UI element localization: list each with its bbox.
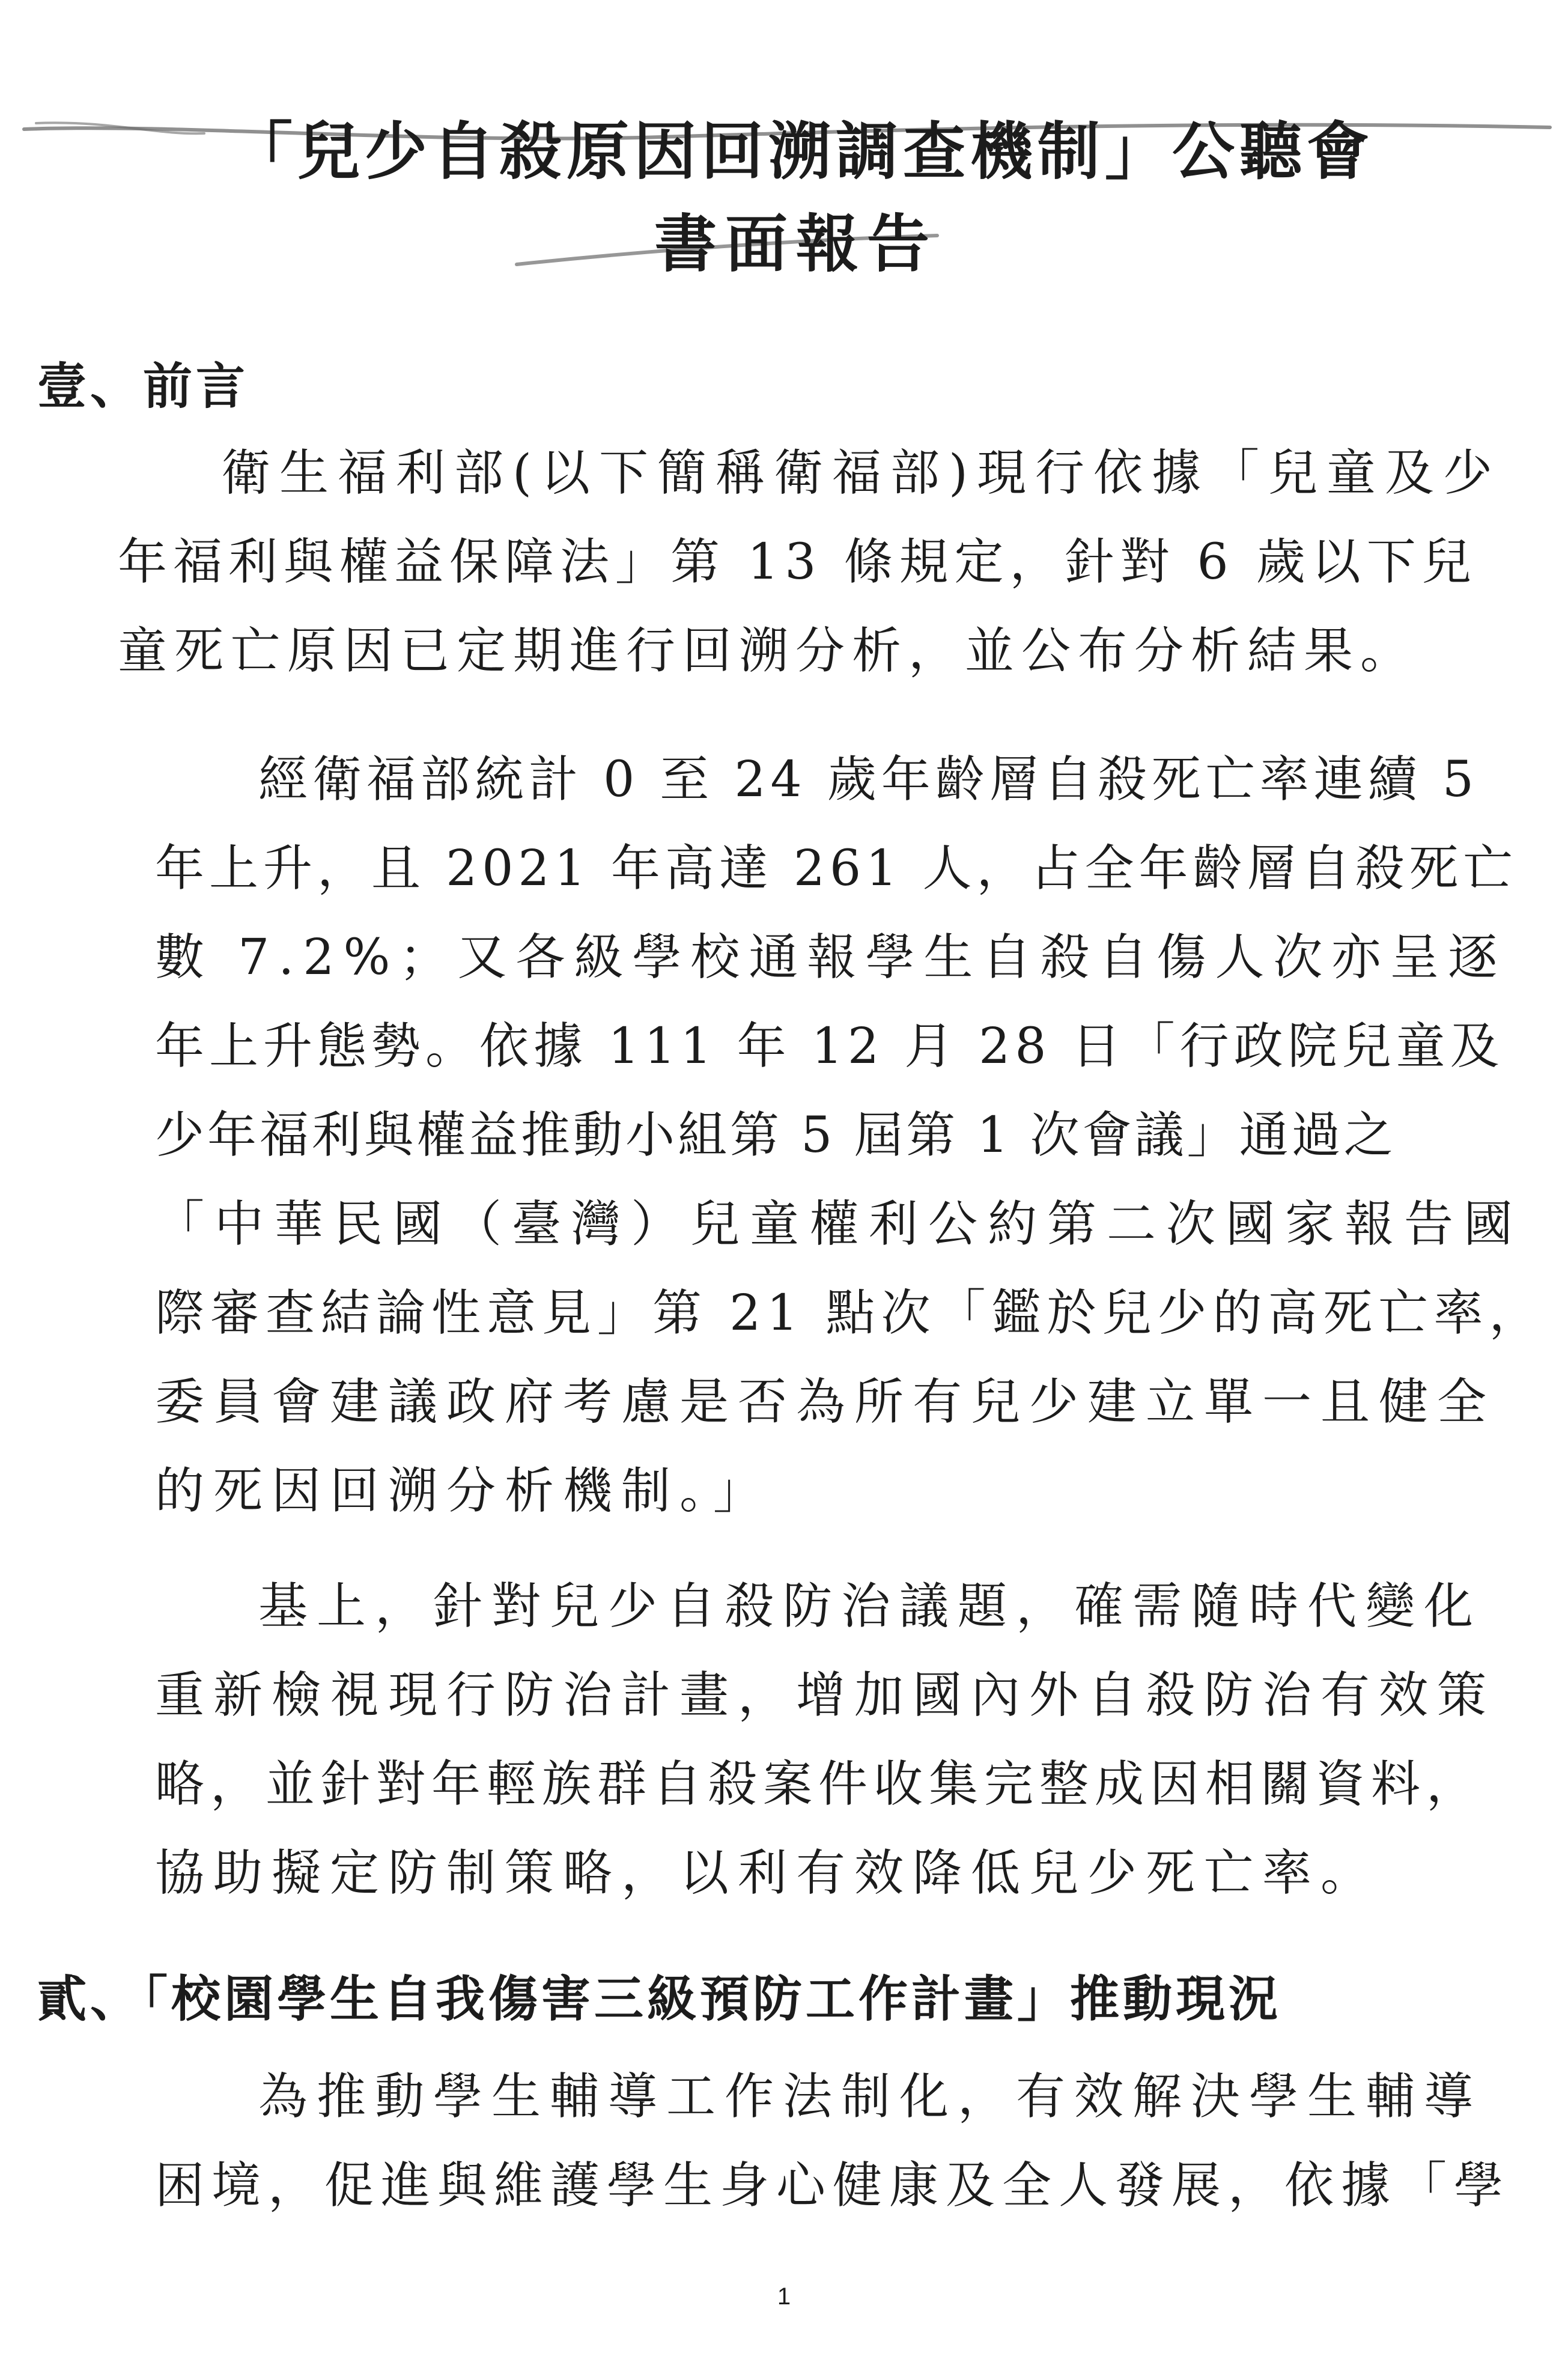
text-line: 基上，針對兒少自殺防治議題，確需隨時代變化 (258, 1578, 1483, 1635)
text-line: 際審查結論性意見」第 21 點次「鑑於兒少的高死亡率， (155, 1285, 1545, 1342)
text-line: 的死因回溯分析機制。」 (155, 1463, 772, 1520)
text-line: 協助擬定防制策略，以利有效降低兒少死亡率。 (155, 1845, 1379, 1902)
text-line: 重新檢視現行防治計畫，增加國內外自殺防治有效策 (155, 1667, 1496, 1724)
document-title: 「兒少自殺原因回溯調查機制」公聽會 (229, 114, 1374, 188)
section-heading-prevention-plan: 貳、「校園學生自我傷害三級預防工作計畫」推動現況 (37, 1970, 1282, 2028)
section-heading-intro: 壹、前言 (37, 358, 249, 415)
text-line: 困境，促進與維護學生身心健康及全人發展，依據「學 (155, 2157, 1511, 2214)
page-number: 1 (777, 2283, 791, 2310)
text-line: 年上升，且 2021 年高達 261 人，占全年齡層自殺死亡 (155, 840, 1518, 897)
text-line: 略，並針對年輕族群自殺案件收集完整成因相關資料， (155, 1756, 1482, 1813)
text-line: 衛生福利部(以下簡稱衛福部)現行依據「兒童及少 (221, 445, 1501, 502)
text-line: 年福利與權益保障法」第 13 條規定，針對 6 歲以下兒 (118, 534, 1477, 591)
text-line: 童死亡原因已定期進行回溯分析，並公布分析結果。 (118, 622, 1417, 680)
text-line: 數 7.2%；又各級學校通報學生自殺自傷人次亦呈逐 (155, 929, 1507, 986)
text-line: 為推動學生輔導工作法制化，有效解決學生輔導 (258, 2068, 1483, 2125)
document-subtitle: 書面報告 (654, 207, 938, 281)
text-line: 年上升態勢。依據 111 年 12 月 28 日「行政院兒童及 (155, 1018, 1504, 1075)
text-line: 委員會建議政府考慮是否為所有兒少建立單一且健全 (155, 1374, 1496, 1431)
text-line: 少年福利與權益推動小組第 5 屆第 1 次會議」通過之 (155, 1107, 1396, 1164)
text-line: 「中華民國（臺灣）兒童權利公約第二次國家報告國 (155, 1196, 1524, 1253)
text-line: 經衛福部統計 0 至 24 歲年齡層自殺死亡率連續 5 (258, 751, 1479, 808)
